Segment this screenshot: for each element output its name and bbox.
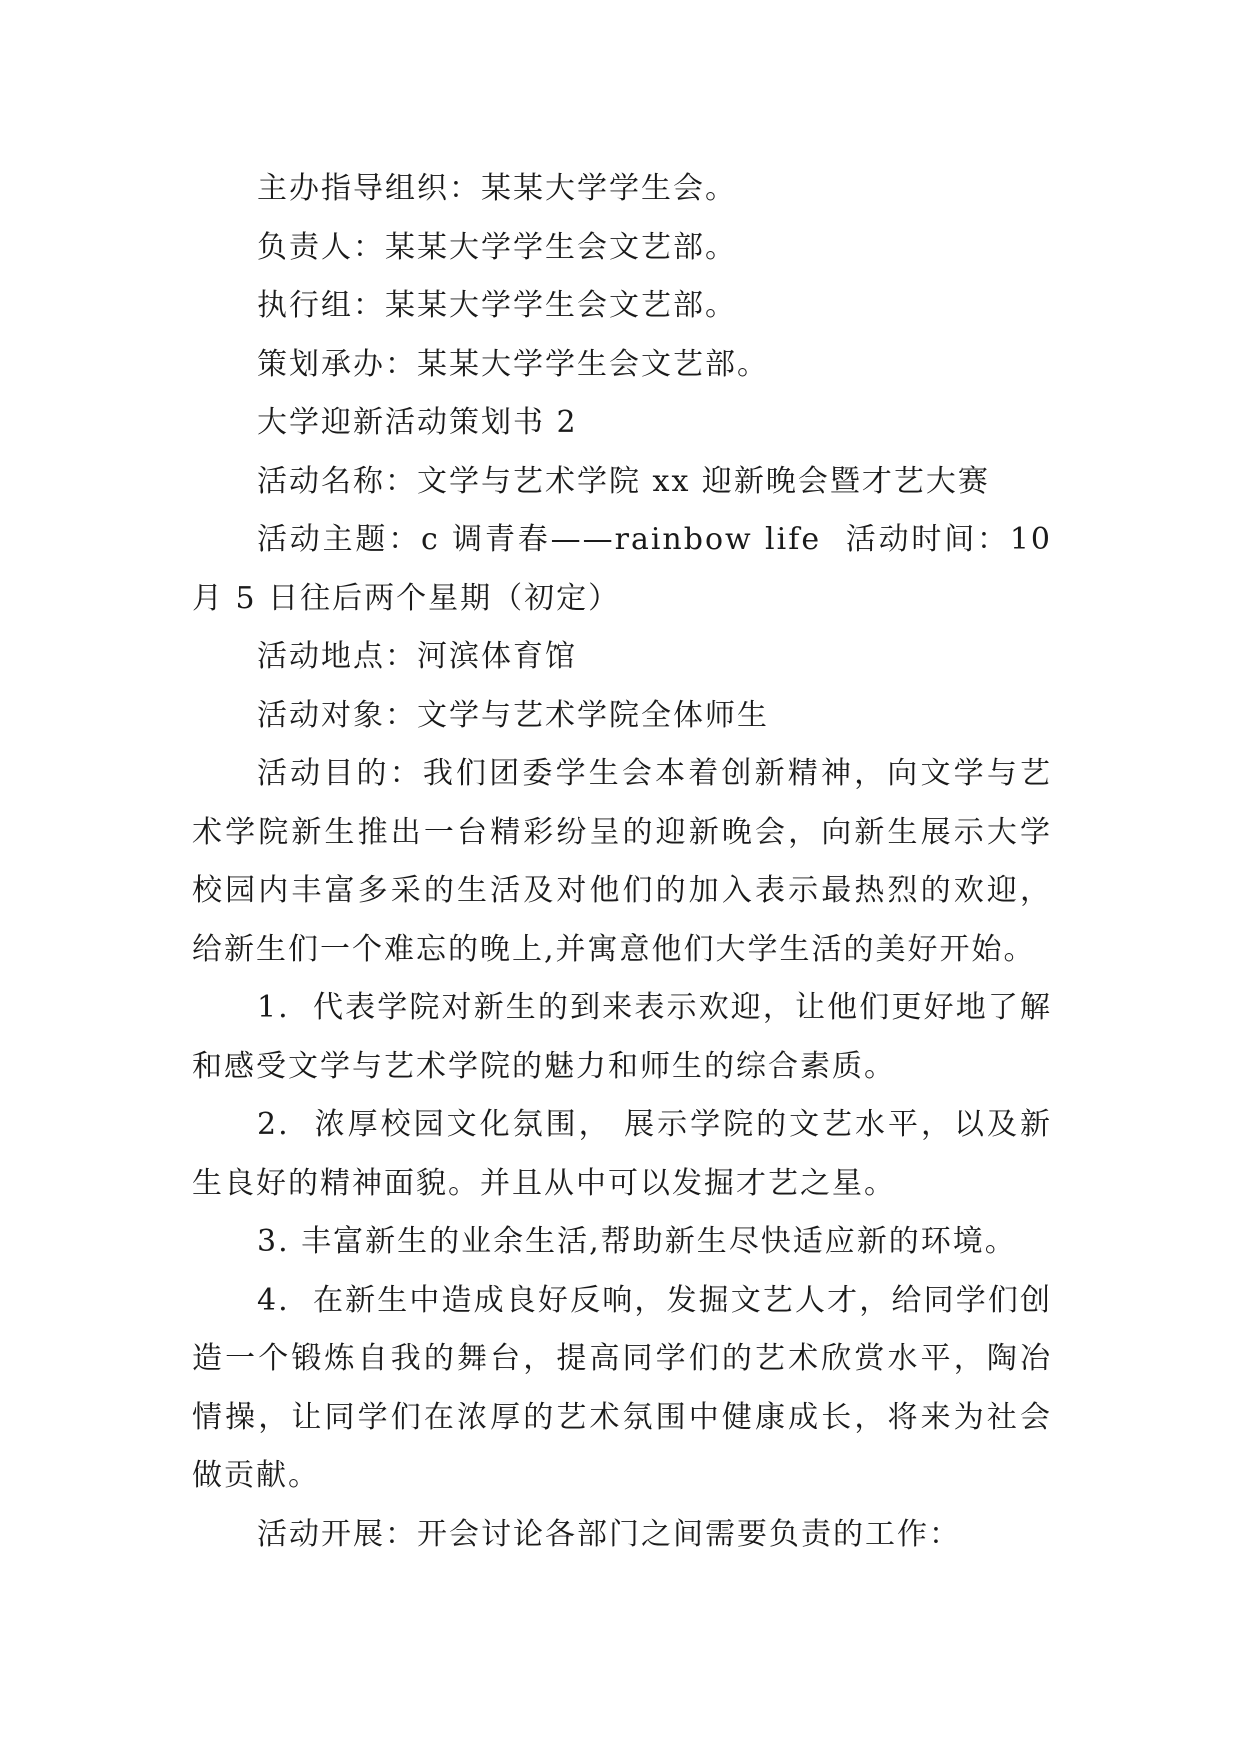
paragraph-activity-name: 活动名称：文学与艺术学院 xx 迎新晚会暨才艺大赛 [257,463,990,499]
list-item-1: 1. 代表学院对新生的到来表示欢迎，让他们更好地了解和感受文学与艺术学院的魅力和师生的综合素质。 [192,990,1052,1084]
paragraph-activity-location: 活动地点：河滨体育馆 [257,639,577,674]
list-item-4: 4. 在新生中造成良好反响，发掘文艺人才，给同学们创造一个锻炼自我的舞台，提高同学们的艺术欣赏水平，陶冶情操，让同学们在浓厚的艺术氛围中健康成长，将来为社会做贡献。 [192,1282,1052,1493]
list-item-3: 3. 丰富新生的业余生活,帮助新生尽快适应新的环境。 [257,1224,1017,1259]
paragraph-activity-development: 活动开展：开会讨论各部门之间需要负责的工作： [257,1516,961,1552]
paragraph-activity-purpose: 活动目的：我们团委学生会本着创新精神，向文学与艺术学院新生推出一台精彩纷呈的迎新晚会，向新生展示大学校园内丰富多采的生活及对他们的加入表示最热烈的欢迎，给新生们一个难忘的晚上,并寓意他们大学生活的美好开始。 [192,756,1052,967]
paragraph-responsible: 负责人：某某大学学生会文艺部。 [257,229,737,265]
list-item-2: 2. 浓厚校园文化氛围， 展示学院的文艺水平，以及新生良好的精神面貌。并且从中可以发掘才艺之星。 [192,1107,1052,1201]
paragraph-activity-theme-time: 活动主题：c 调青春——rainbow life 活动时间：10 月 5 日往后两个星期（初定） [192,522,1064,616]
paragraph-organizer: 主办指导组织：某某大学学生会。 [257,171,737,206]
section-heading: 大学迎新活动策划书 2 [257,405,578,440]
paragraph-planner: 策划承办：某某大学学生会文艺部。 [257,346,769,382]
paragraph-activity-audience: 活动对象：文学与艺术学院全体师生 [257,697,769,733]
document-body [192,160,1064,1564]
paragraph-executive-group: 执行组：某某大学学生会文艺部。 [257,288,737,323]
